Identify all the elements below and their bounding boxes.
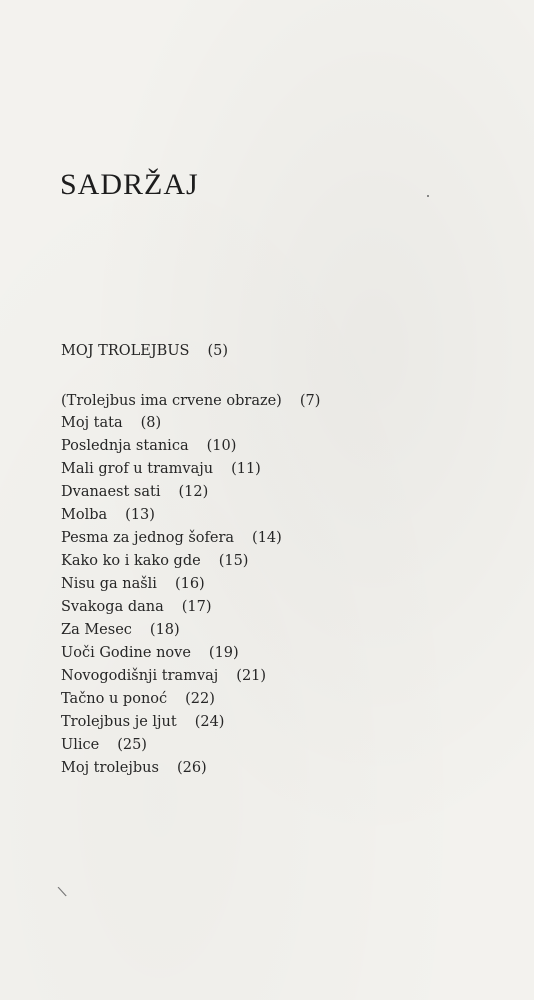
toc-entry-title: Pesma za jednog šofera	[61, 530, 235, 546]
toc-entry	[61, 575, 205, 593]
toc-entry-title: Tačno u ponoć	[61, 691, 168, 707]
toc-entry	[61, 392, 320, 410]
toc-entry-title: MOJ TROLEJBUS	[61, 343, 190, 359]
toc-entry-page: (5)	[207, 343, 229, 359]
toc-entry	[61, 644, 239, 662]
toc-entry	[61, 667, 266, 685]
toc-entry-title: Svakoga dana	[61, 599, 164, 615]
toc-entry-page: (8)	[140, 415, 162, 431]
toc-entry-page: (19)	[208, 645, 239, 661]
toc-entry-title: Za Mesec	[61, 622, 132, 638]
toc-entry-title: Nisu ga našli	[61, 576, 157, 592]
toc-entry	[61, 759, 207, 777]
toc-entry-title: Poslednja stanica	[61, 438, 189, 454]
toc-entry-page: (15)	[218, 553, 249, 569]
toc-entry-title: Kako ko i kako gde	[61, 553, 201, 569]
toc-entry	[61, 621, 180, 639]
toc-entry-page: (22)	[185, 691, 215, 707]
toc-entry-page: (13)	[125, 507, 155, 523]
toc-entry-page: (7)	[299, 393, 321, 409]
toc-entry	[61, 598, 212, 616]
toc-entry	[61, 506, 155, 524]
toc-entry-title: Novogodišnji tramvaj	[61, 668, 219, 684]
toc-entry-page: (21)	[236, 668, 267, 684]
toc-entry	[61, 736, 147, 754]
toc-entry-title: Trolejbus je ljut	[61, 714, 177, 730]
pencil-mark: \	[56, 883, 68, 901]
toc-entry-title: Dvanaest sati	[61, 484, 161, 500]
toc-entry-page: (14)	[252, 530, 282, 546]
toc-entry-title: Uoči Godine nove	[61, 645, 191, 661]
toc-entry	[61, 529, 282, 547]
toc-entry-title: Moj trolejbus	[61, 760, 159, 776]
toc-entry-page: (16)	[174, 576, 205, 592]
toc-entry	[61, 342, 228, 360]
toc-entry	[61, 483, 208, 501]
toc-entry	[61, 552, 248, 570]
toc-entry	[61, 713, 224, 731]
ink-speck	[427, 195, 429, 197]
toc-entry-page: (25)	[117, 737, 147, 753]
toc-entry-page: (12)	[178, 484, 209, 500]
toc-entry	[61, 690, 215, 708]
toc-entry	[61, 414, 161, 432]
toc-entry-title: (Trolejbus ima crvene obraze)	[61, 393, 282, 409]
toc-entry	[61, 437, 236, 455]
toc-entry	[61, 460, 261, 478]
toc-entry-page: (17)	[181, 599, 212, 615]
toc-entry-title: Moj tata	[61, 415, 123, 431]
toc-entry-page: (11)	[231, 461, 261, 477]
toc-entry-page: (18)	[149, 622, 180, 638]
toc-entry-page: (10)	[206, 438, 237, 454]
toc-entry-title: Ulice	[61, 737, 100, 753]
toc-entry-page: (26)	[176, 760, 207, 776]
toc-entry-title: Molba	[61, 507, 108, 523]
toc-entry-title: Mali grof u tramvaju	[61, 461, 214, 477]
toc-entry-page: (24)	[194, 714, 225, 730]
page-title: SADRŽAJ	[60, 168, 199, 201]
